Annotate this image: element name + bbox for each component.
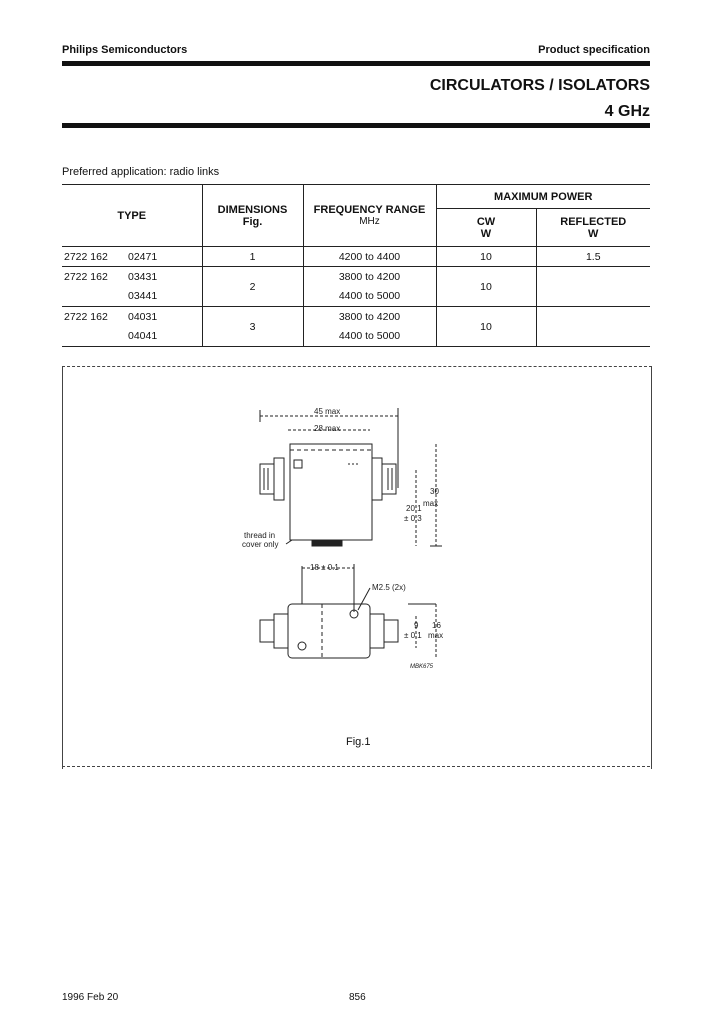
bottom-left-flange [274,614,288,648]
header-reflected [536,209,650,247]
type-cell [62,307,202,327]
freq-cell: 4200 to 4400 [303,247,436,267]
bottom-left-connector [260,620,274,642]
page-number: 856 [349,992,366,1003]
header-type: TYPE [62,185,202,247]
type-prefix: 2722 162 [64,250,108,263]
dim-20-label: 20.1 [406,504,422,513]
port-detail [294,460,302,468]
figure-frame-bottom [62,766,650,767]
bottom-right-connector [384,620,398,642]
reflected-cell: 1.5 [536,247,650,267]
thread-note-leader [286,540,292,544]
dim-30-unit: max [423,499,439,508]
header-rule-top [62,61,650,66]
freq-cell: 4400 to 5000 [303,287,436,307]
type-prefix: 2722 162 [64,310,108,323]
dim-30-label: 30 [430,487,439,496]
left-connector [260,464,274,494]
footer-date: 1996 Feb 20 [62,992,119,1003]
dim-28-label: 28 max [314,424,341,433]
type-cell [62,247,202,267]
header-cw [436,209,536,247]
type-code: 03431 [128,270,158,283]
header-cw-label: CW [476,215,496,228]
body-outline [290,444,372,540]
right-connector [382,464,396,494]
freq-cell: 3800 to 4200 [303,307,436,327]
document-type: Product specification [538,44,650,56]
m25-label: M2.5 (2x) [372,583,406,592]
type-code: 04031 [128,310,158,323]
dim-9-label: 9 [414,621,419,630]
page-title: CIRCULATORS / ISOLATORS [429,77,650,94]
type-code: 03441 [128,290,158,303]
freq-cell: 3800 to 4200 [303,267,436,287]
cw-cell: 10 [436,267,536,307]
table-row [62,307,650,327]
header-rule-bottom [62,123,650,128]
header-reflected-label: REFLECTED [560,215,627,228]
cw-cell: 10 [436,307,536,347]
dim-9-tolerance: ± 0.1 [404,631,422,640]
left-flange [274,458,284,500]
dim-45-label: 45 max [314,407,341,416]
fig-cell: 2 [202,267,303,307]
type-code: 04041 [128,330,158,343]
m25-leader [358,588,370,610]
fig-cell: 3 [202,307,303,347]
top-view [242,407,442,549]
dim-16-label: 16 [432,621,441,630]
right-flange [372,458,382,500]
mount-hole [298,642,306,650]
header-max-power: MAXIMUM POWER [436,185,650,209]
bottom-tab [312,540,342,546]
spec-table [62,184,650,347]
figure-caption: Fig.1 [346,736,371,748]
header-dimensions-sub: Fig. [242,215,263,228]
drawing-code: MBK675 [410,664,434,670]
reflected-cell [536,267,650,307]
reflected-cell [536,307,650,347]
header-dimensions [202,185,303,247]
header-dimensions-label: DIMENSIONS [217,203,288,216]
dim-20-tolerance: ± 0.3 [404,514,422,523]
header-reflected-unit: W [588,227,599,240]
preferred-application: Preferred application: radio links [62,166,220,178]
cw-cell: 10 [436,247,536,267]
thread-note-line2: cover only [242,540,279,549]
dim-18-label: 18 ± 0.1 [310,563,339,572]
thread-note-line1: thread in [244,531,276,540]
type-cell [62,267,202,287]
freq-cell: 4400 to 5000 [303,327,436,347]
type-cell [62,327,202,347]
dimension-drawing [230,398,470,688]
type-code: 02471 [128,250,158,263]
table-row [62,247,650,267]
header-frequency-unit: MHz [359,216,380,227]
fig-cell: 1 [202,247,303,267]
type-prefix: 2722 162 [64,270,108,283]
type-cell [62,287,202,307]
header-frequency [303,185,436,247]
dim-16-unit: max [428,631,444,640]
bottom-view [260,563,443,670]
page-subtitle: 4 GHz [604,103,650,120]
company-name: Philips Semiconductors [62,44,188,56]
table-row [62,267,650,287]
header-frequency-label: FREQUENCY RANGE [313,204,426,216]
header-cw-unit: W [480,227,492,240]
bottom-right-flange [370,614,384,648]
